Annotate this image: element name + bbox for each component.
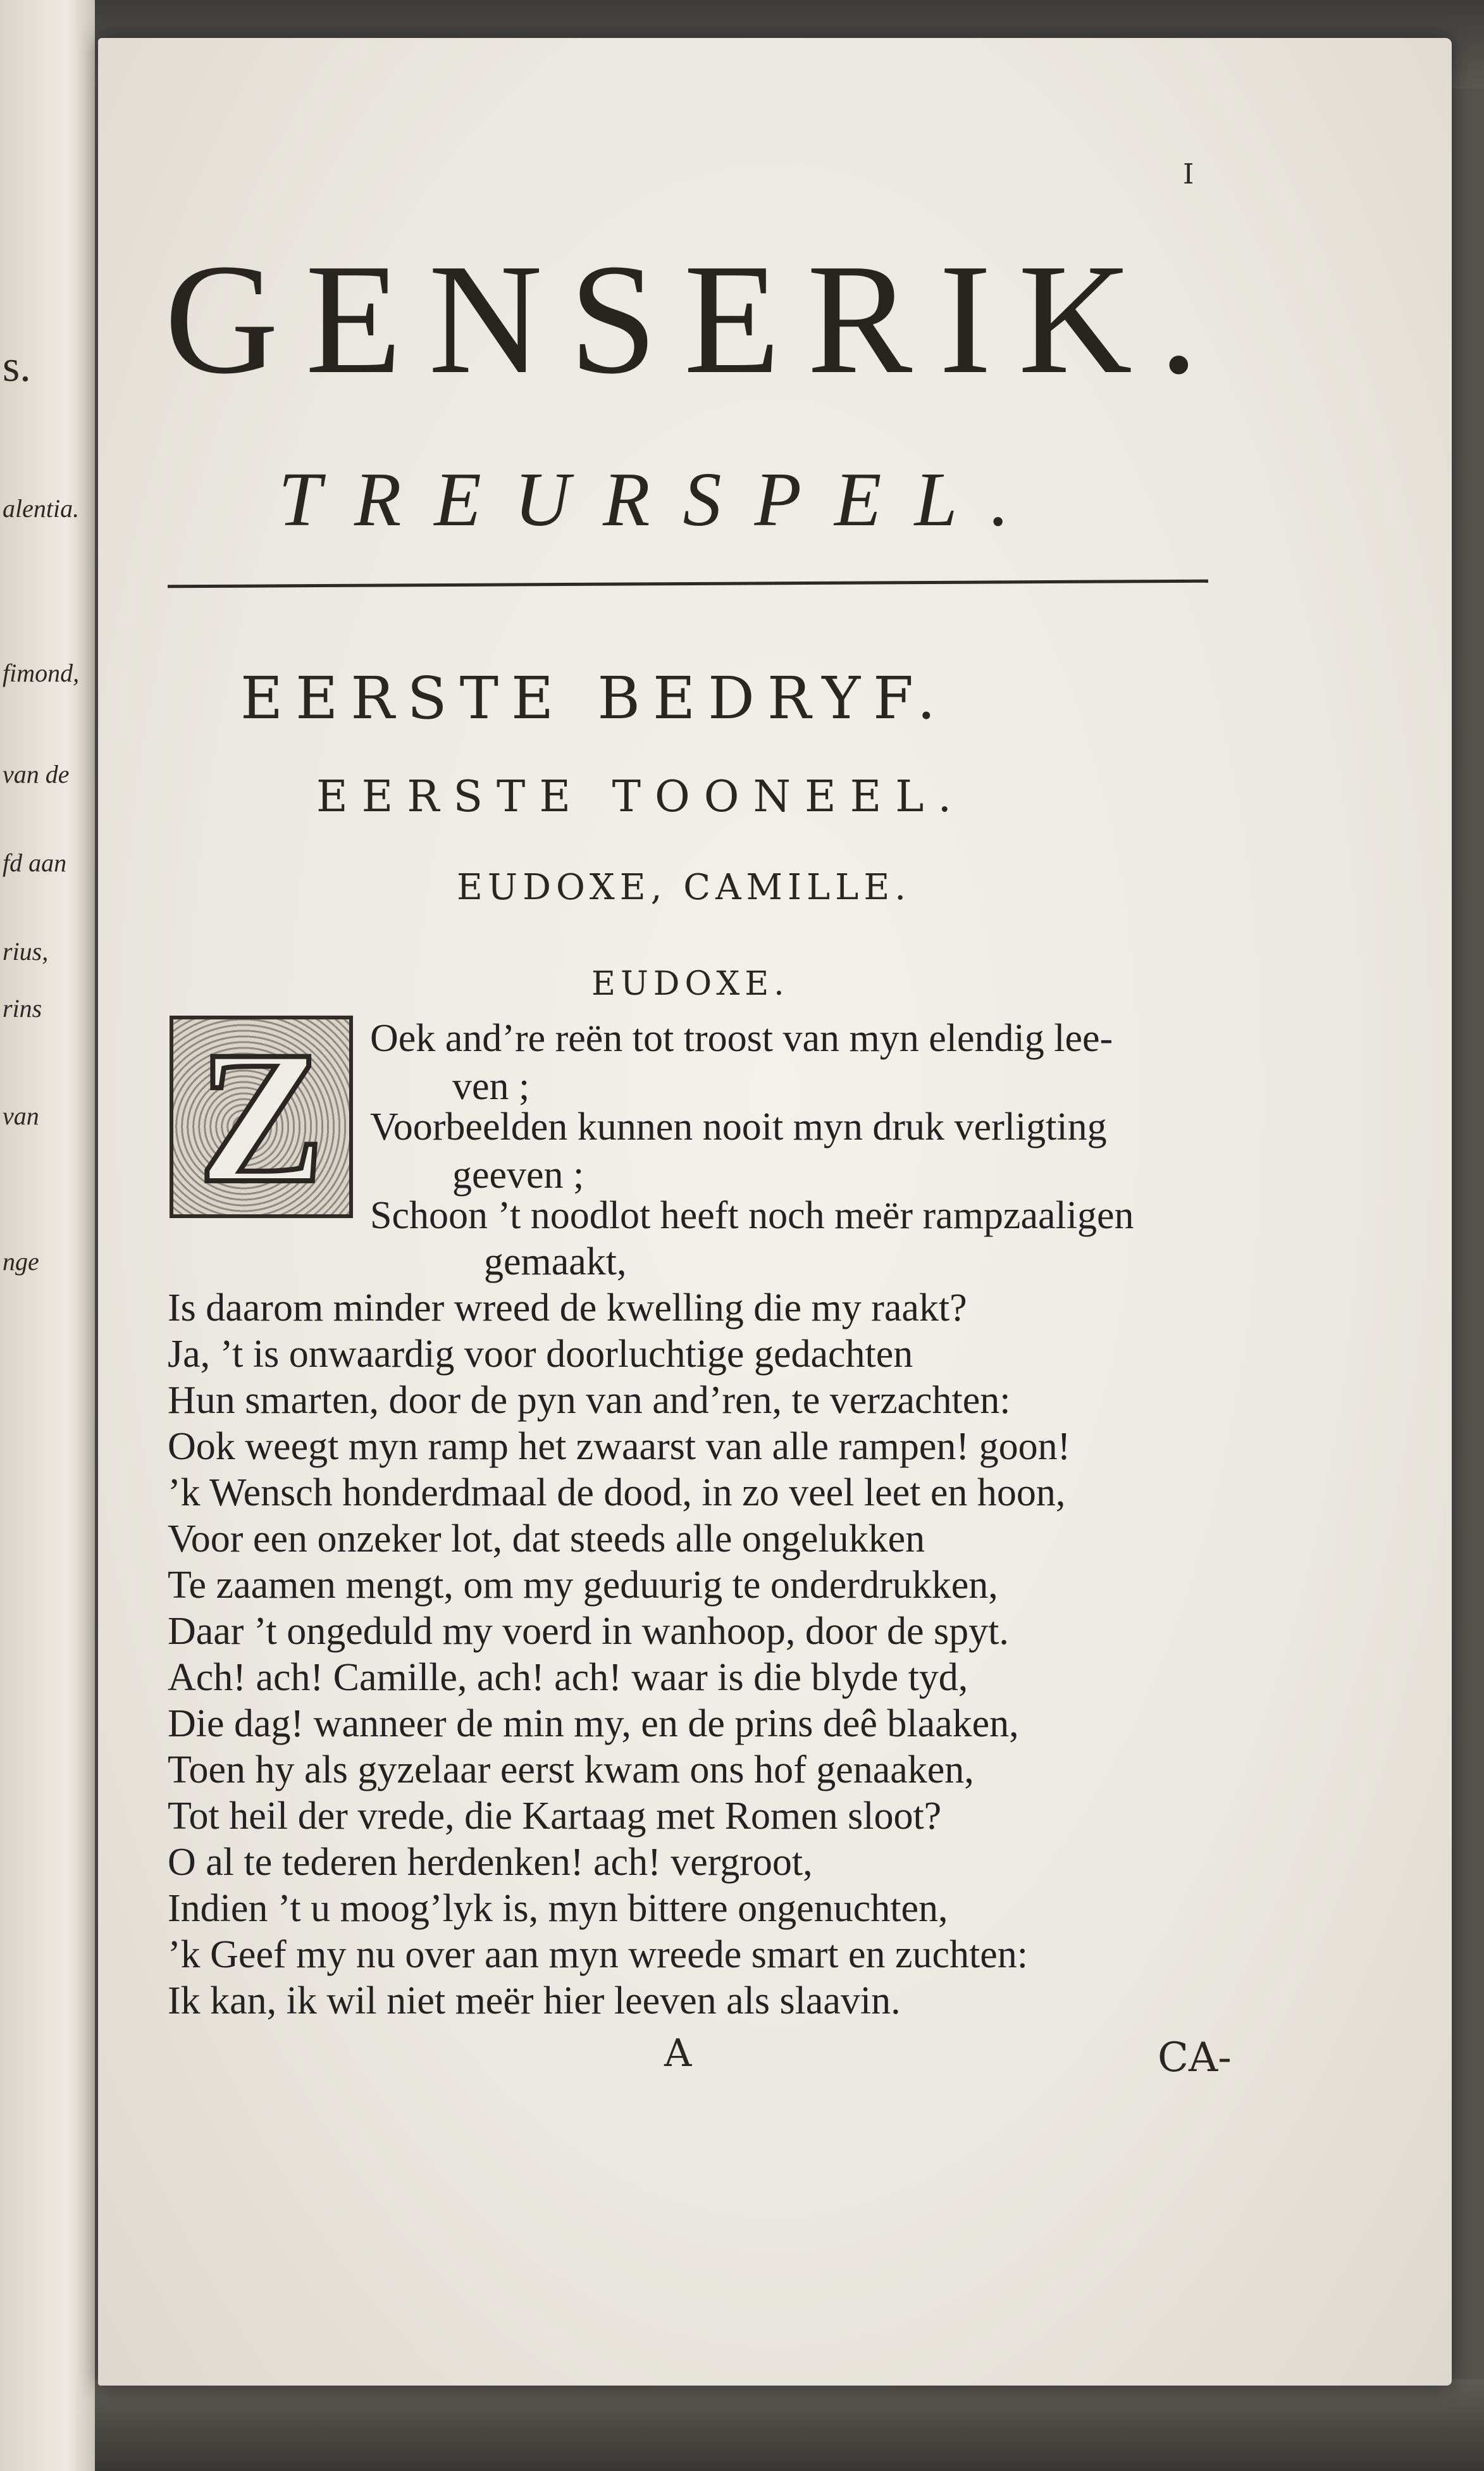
verse-line: Ach! ach! Camille, ach! ach! waar is die blyde tyd, [168,1656,968,1699]
facing-page-fragment: rius, [3,937,49,966]
catchword: CA- [1158,2034,1232,2081]
facing-page-fragment: van [3,1102,39,1130]
act-heading: EERSTE BEDRYF. [240,664,948,732]
facing-page-fragment: van de [3,760,70,788]
verse-line: Ik kan, ik wil niet meër hier leeven als slaavin. [168,1979,901,2022]
page-number: I [1183,158,1194,190]
facing-page [0,0,95,2471]
verse-line: gemaakt, [484,1240,627,1283]
character-list: EUDOXE, CAMILLE. [457,867,912,908]
facing-page-fragment: nge [3,1247,39,1276]
facing-page-fragment: s. [3,342,31,391]
decorated-initial-letter: Z [197,1012,325,1222]
decorated-initial [170,1012,353,1222]
verse-line: Is daarom minder wreed de kwelling die my raakt? [168,1286,967,1329]
verse-line: Te zaamen mengt, om my geduurig te onderdrukken, [168,1564,998,1607]
verse-line: Indien ’t u moog’lyk is, myn bittere ongenuchten, [168,1887,948,1930]
verse-line: Oek and’re reën tot troost van myn elendig lee- [370,1017,1113,1060]
verse-line: Ja, ’t is onwaardig voor doorluchtige gedachten [168,1333,913,1376]
verse-line: Schoon ’t noodlot heeft noch meër rampzaaligen [370,1194,1134,1237]
speaker-name: EUDOXE. [591,965,789,1003]
background-bottom [0,2379,1484,2471]
verse-line: ven ; [452,1065,530,1108]
verse-line: O al te tederen herdenken! ach! vergroot, [168,1841,813,1884]
play-title: GENSERIK. [164,232,1225,407]
facing-page-fragment: fd aan [3,849,67,877]
verse-line: Toen hy als gyzelaar eerst kwam ons hof genaaken, [168,1748,974,1791]
verse-line: Voor een onzeker lot, dat steeds alle ongelukken [168,1517,925,1560]
verse-line: geeven ; [452,1154,584,1197]
verse-line: Voorbeelden kunnen nooit myn druk verligting [370,1105,1107,1148]
play-subtitle: TREURSPEL. [278,457,1042,542]
verse-line: Ook weegt myn ramp het zwaarst van alle rampen! goon! [168,1425,1071,1468]
scene-heading: EERSTE TOONEEL. [316,772,966,822]
facing-page-fragment: rins [3,994,42,1023]
facing-page-fragment: alentia. [3,494,80,523]
signature-mark: A [664,2031,692,2076]
verse-line: Tot heil der vrede, die Kartaag met Romen sloot? [168,1795,942,1838]
facing-page-fragment: fimond, [3,659,80,687]
verse-line: Daar ’t ongeduld my voerd in wanhoop, door de spyt. [168,1610,1009,1653]
verse-line: ’k Wensch honderdmaal de dood, in zo veel leet en hoon, [168,1471,1066,1514]
verse-line: ’k Geef my nu over aan myn wreede smart en zuchten: [168,1933,1029,1976]
verse-line: Hun smarten, door de pyn van and’ren, te verzachten: [168,1379,1011,1422]
verse-line: Die dag! wanneer de min my, en de prins deê blaaken, [168,1702,1019,1745]
